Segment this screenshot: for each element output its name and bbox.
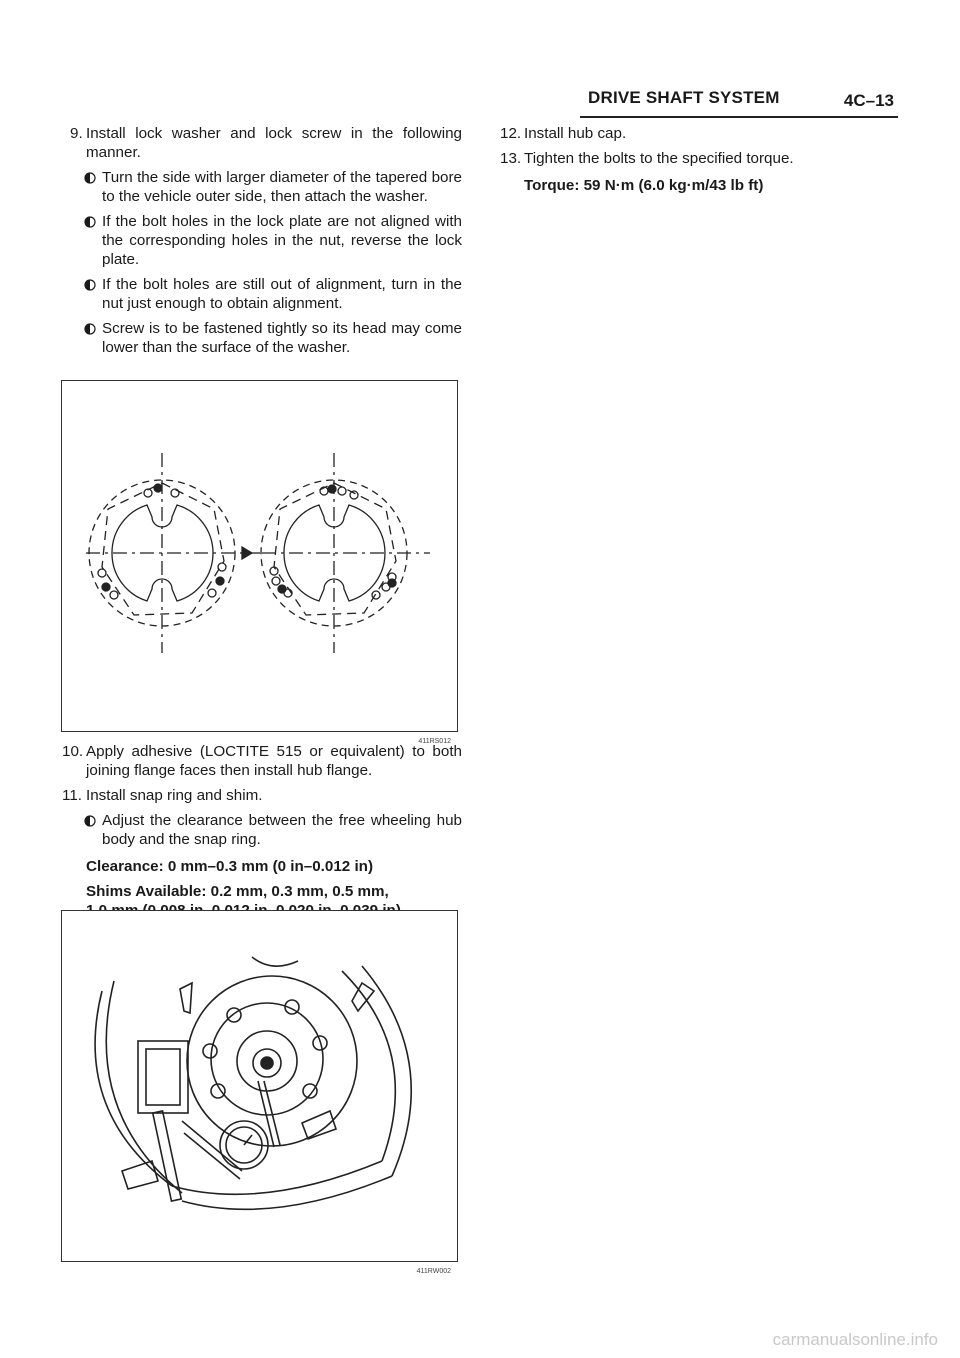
hub-dial-gauge-illustration: [62, 911, 457, 1261]
watermark: carmanualsonline.info: [772, 1330, 938, 1349]
bullet-text: If the bolt holes in the lock plate are not aligned with the corresponding holes in the nut, reverse the lock plate.: [102, 213, 462, 268]
step-13: [500, 149, 900, 168]
bullet-item: [62, 275, 462, 313]
bullet-item: [62, 811, 462, 849]
bullet-icon: [84, 216, 96, 228]
shims-spec-line-1: Shims Available: 0.2 mm, 0.3 mm, 0.5 mm,: [86, 883, 389, 900]
bullet-icon: [84, 323, 96, 335]
step-number: 11.: [62, 787, 82, 804]
step-11: [62, 786, 462, 805]
left-column: [62, 124, 462, 357]
step-number: 9.: [70, 125, 83, 142]
step-12: [500, 124, 900, 143]
step-text: Install snap ring and shim.: [86, 787, 263, 804]
lock-plate-figure: [61, 380, 458, 745]
step-9: [62, 124, 462, 162]
step-number: 12.: [500, 125, 522, 142]
step-number: 10.: [62, 743, 84, 760]
clearance-spec: Clearance: 0 mm–0.3 mm (0 in–0.012 in): [86, 858, 374, 875]
step-text: Apply adhesive (LOCTITE 515 or equivalent) to both joining flange faces then install hub flange.: [86, 743, 462, 779]
bullet-item: [62, 212, 462, 269]
step-number: 13.: [500, 150, 522, 167]
section-title: DRIVE SHAFT SYSTEM: [588, 88, 780, 107]
bullet-text: Turn the side with larger diameter of the tapered bore to the vehicle outer side, then attach the washer.: [102, 169, 462, 205]
figure-id: 411RW002: [416, 1268, 451, 1275]
step-text: Tighten the bolts to the specified torque.: [524, 150, 794, 167]
bullet-icon: [84, 172, 96, 184]
page-number: 4C–13: [843, 91, 894, 110]
bullet-text: Screw is to be fastened tightly so its head may come lower than the surface of the washer.: [102, 320, 462, 356]
step-text: Install hub cap.: [524, 125, 627, 142]
lock-plate-diagram: [62, 381, 457, 731]
hub-dial-gauge-figure: [61, 910, 458, 1275]
bullet-text: Adjust the clearance between the free wheeling hub body and the snap ring.: [102, 812, 462, 848]
bullet-icon: [84, 279, 96, 291]
header-rule: [580, 116, 898, 118]
torque-spec: Torque: 59 N·m (6.0 kg·m/43 lb ft): [524, 177, 764, 194]
bullet-icon: [84, 815, 96, 827]
step-10: [62, 742, 462, 780]
page-header: [560, 88, 898, 116]
figure-id: 411RS012: [418, 738, 451, 745]
bullet-item: [62, 319, 462, 357]
bullet-item: [62, 168, 462, 206]
bullet-text: If the bolt holes are still out of alignment, turn in the nut just enough to obtain alignment.: [102, 276, 462, 312]
left-column-lower: [62, 742, 462, 920]
right-column: [500, 124, 900, 195]
step-text: Install lock washer and lock screw in the following manner.: [86, 125, 462, 161]
